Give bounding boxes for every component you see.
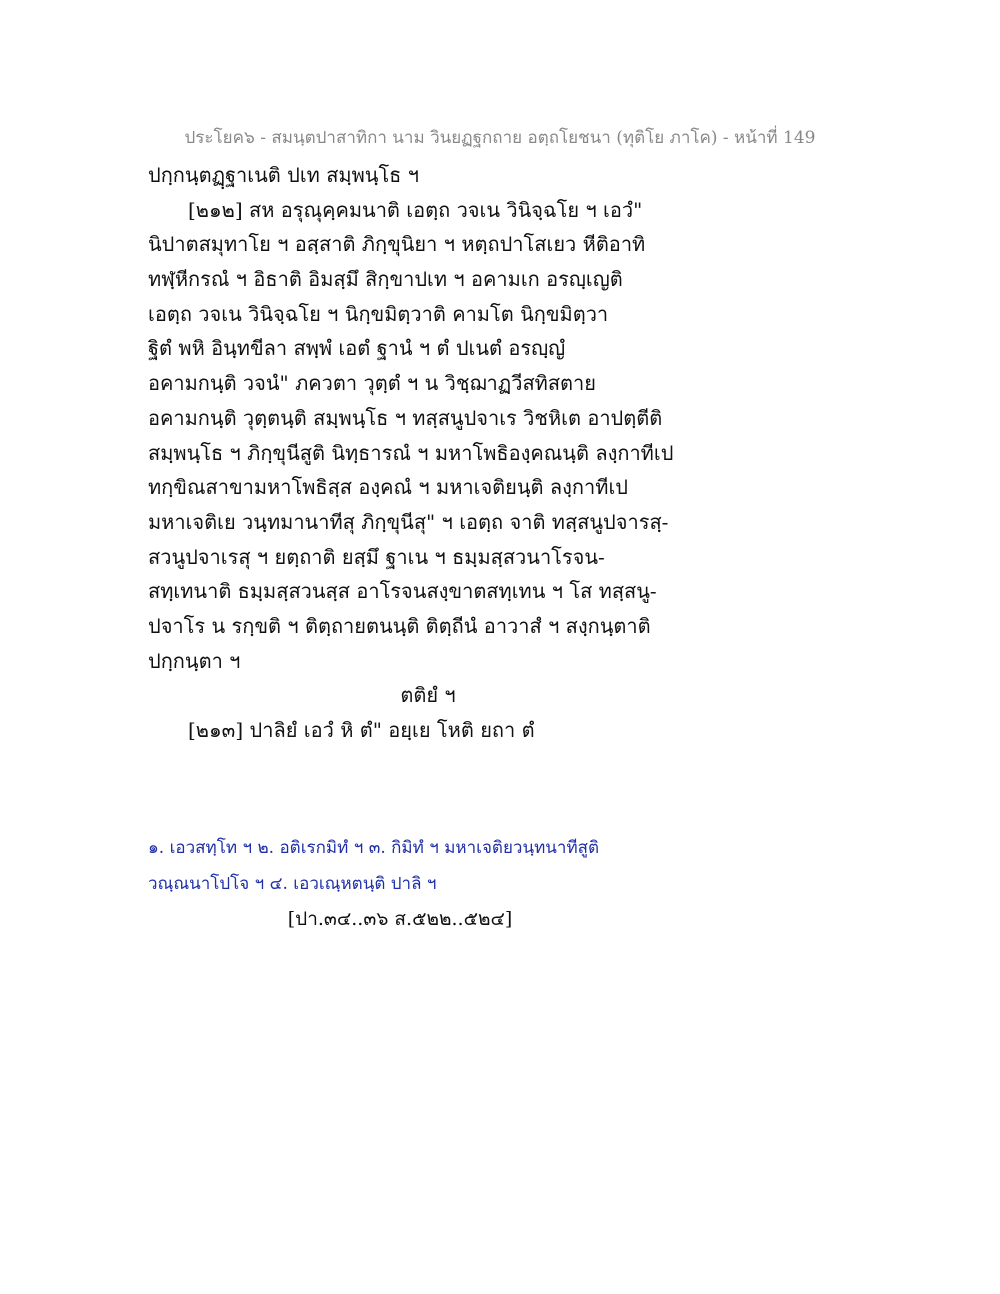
text-line: อคามกนฺติ วุตฺตนฺติ สมฺพนฺโธ ฯ ทสฺสนูปจาเร วิชหิเต อาปตฺตีติ: [148, 405, 663, 430]
text-line: สมฺพนฺโธ ฯ ภิกฺขุนีสูติ นิทฺธารณํ ฯ มหาโพธิองฺคณนฺติ ลงฺกาทีเป: [148, 440, 674, 465]
section-end-title: ตติยํ ฯ: [400, 683, 456, 708]
text-line: ปกฺกนฺตฏฺฐาเนติ ปเท สมฺพนฺโธ ฯ: [148, 163, 419, 187]
text-line: ทกฺขิณสาขามหาโพธิสฺส องฺคณํ ฯ มหาเจติยนฺติ ลงฺกาทีเป: [148, 475, 628, 500]
text-line: ปจาโร น รกฺขติ ฯ ติตฺถายตนนฺติ ติตฺถีนํ อาวาสํ ฯ สงฺกนฺตาติ: [148, 613, 651, 638]
text-line: สทฺเทนาติ ธมฺมสฺสวนสฺส อาโรจนสงฺขาตสทฺเทน ฯ โส ทสฺสนู-: [148, 579, 657, 604]
text-line: นิปาตสมุทาโย ฯ อสฺสาติ ภิกฺขุนิยา ฯ หตฺถปาโสเยว หีติอาทิ: [148, 232, 646, 257]
footnotes: [148, 830, 848, 902]
footnote-line: ๑. เอวสทฺโท ฯ ๒. อติเรกมิทํ ฯ ๓. กิมิทํ ฯ มหาเจติยวนฺทนาทีสูติ: [148, 838, 600, 858]
footnote-line: วณฺณนาโปโจ ฯ ๔. เอวเณฺหตนฺติ ปาลิ ฯ: [148, 874, 437, 894]
text-line: ฐิตํ พหิ อินฺทขีลา สพฺพํ เอตํ ฐานํ ฯ ตํ ปเนตํ อรญฺญํ: [148, 336, 566, 361]
text-line: ทฬฺหีกรณํ ฯ อิธาติ อิมสฺมึ สิกฺขาปเท ฯ อคามเก อรญฺเญติ: [148, 267, 623, 292]
paragraph-213-start: [๒๑๓] ปาลิยํ เอวํ หิ ตํ" อยฺเย โหติ ยถา ตํ: [188, 718, 535, 742]
paragraph-212-start: [๒๑๒] สห อรุณุคฺคมนาติ เอตฺถ วจเน วินิจฺฉโย ฯ เอวํ": [188, 197, 643, 222]
text-line: อคามกนฺติ วจนํ" ภควตา วุตฺตํ ฯ น วิชฺฌาฏวีสทิสตาย: [148, 371, 596, 396]
page-reference: [ปา.๓๔..๓๖ ส.๕๒๒..๕๒๔]: [287, 908, 513, 930]
text-line: มหาเจติเย วนฺทมานาทีสุ ภิกฺขุนีสุ" ฯ เอตฺถ จาติ ทสฺสนูปจารสฺ-: [148, 509, 669, 534]
text-line: ปกฺกนฺตา ฯ: [148, 648, 241, 673]
text-line: เอตฺถ วจเน วินิจฺฉโย ฯ นิกฺขมิตฺวาติ คามโต นิกฺขมิตฺวา: [148, 301, 609, 326]
body-text: [148, 158, 848, 748]
text-line: สวนูปจาเรสุ ฯ ยตฺถาติ ยสฺมึ ฐาเน ฯ ธมฺมสฺสวนาโรจน-: [148, 544, 605, 569]
page-header: ประโยค๖ - สมนฺตปาสาทิกา นาม วินยฏฐกถาย อตฺถโยชนา (ทุติโย ภาโค) - หน้าที่ 149: [184, 128, 816, 148]
